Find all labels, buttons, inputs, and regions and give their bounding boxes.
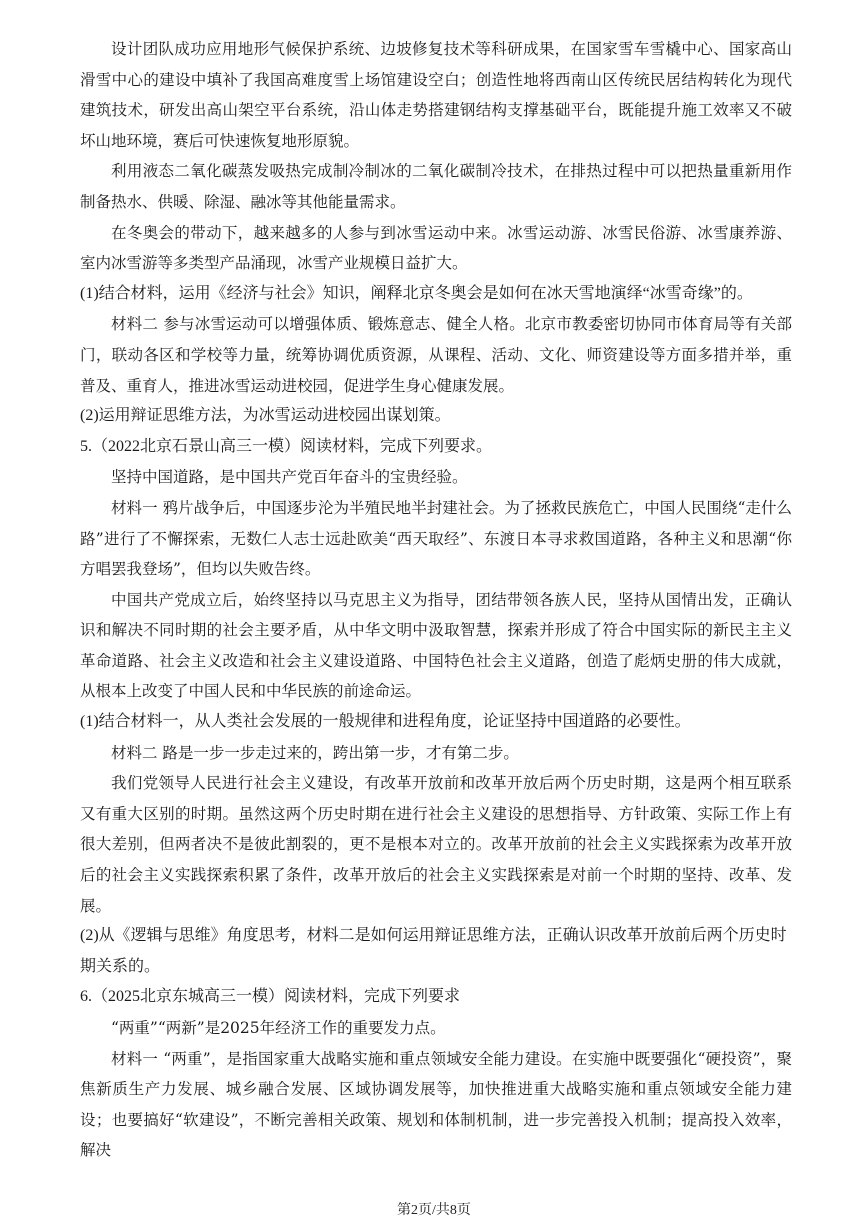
page-number: 第2页/共8页: [397, 1203, 471, 1218]
question-5-1: (1)结合材料一，从人类社会发展的一般规律和进程角度，论证坚持中国道路的必要性。: [80, 713, 691, 731]
material-two: 材料二 路是一步一步走过来的，跨出第一步，才有第二步。: [111, 743, 519, 762]
material-one: 材料一 鸦片战争后，中国逐步沦为半殖民地半封建社会。为了拯救民族危亡，中国人民围绕“走什么路”进行了不懈探索，无数仁人志士远赴欧美“西天取经”、东渡日本寻求救国道路，各种主义和思潮“你方唱罢我登场”，但均以失败告终。: [80, 498, 792, 579]
question-4-1: (1)结合材料，运用《经济与社会》知识，阐释北京冬奥会是如何在冰天雪地演绎“冰雪奇缘”的。: [80, 284, 753, 302]
paragraph: 坚持中国道路，是中国共产党百年奋斗的宝贵经验。: [111, 468, 468, 487]
question-5-2: (2)从《逻辑与思维》角度思考，材料二是如何运用辩证思维方法，正确认识改革开放前后两个历史时期关系的。: [80, 927, 787, 975]
material-one: 材料一 “两重”，是指国家重大战略实施和重点领域安全能力建设。在实施中既要强化“硬投资”，聚焦新质生产力发展、城乡融合发展、区域协调发展等，加快推进重大战略实施和重点领域安全能力建设；也要搞好“软建设”，不断完善相关政策、规划和体制机制，进一步完善投入机制；提高投入效率，解决: [80, 1049, 792, 1160]
document-page: [80, 34, 792, 1166]
paragraph: 设计团队成功应用地形气候保护系统、边坡修复技术等科研成果，在国家雪车雪橇中心、国家高山滑雪中心的建设中填补了我国高难度雪上场馆建设空白；创造性地将西南山区传统民居结构转化为现代建筑技术，研发出高山架空平台系统，沿山体走势搭建钢结构支撑基础平台，既能提升施工效率又不破坏山地环境，赛后可快速恢复地形原貌。: [80, 40, 792, 150]
question-6-heading: 6.（2025北京东城高三一模）阅读材料，完成下列要求: [80, 988, 461, 1006]
question-5-heading: 5.（2022北京石景山高三一模）阅读材料，完成下列要求。: [80, 437, 493, 455]
paragraph: “两重”“两新”是2025年经济工作的重要发力点。: [111, 1019, 446, 1037]
material-two: 材料二 参与冰雪运动可以增强体质、锻炼意志、健全人格。北京市教委密切协同市体育局等有关部门，联动各区和学校等力量，统筹协调优质资源，从课程、活动、文化、师资建设等方面多措并举，重普及、重育人，推进冰雪运动进校园，促进学生身心健康发展。: [80, 315, 792, 395]
paragraph: 在冬奥会的带动下，越来越多的人参与到冰雪运动中来。冰雪运动游、冰雪民俗游、冰雪康养游、室内冰雪游等多类型产品涌现，冰雪产业规模日益扩大。: [80, 223, 792, 273]
question-4-2: (2)运用辩证思维方法，为冰雪运动进校园出谋划策。: [80, 407, 451, 425]
paragraph: 利用液态二氧化碳蒸发吸热完成制冷制冰的二氧化碳制冷技术，在排热过程中可以把热量重新用作制备热水、供暖、除湿、融冰等其他能量需求。: [80, 162, 792, 211]
paragraph: 中国共产党成立后，始终坚持以马克思主义为指导，团结带领各族人民，坚持从国情出发，正确认识和解决不同时期的社会主要矛盾，从中华文明中汲取智慧，探索并形成了符合中国实际的新民主主义革命道路、社会主义改造和社会主义建设道路、中国特色社会主义道路，创造了彪炳史册的伟大成就，从根本上改变了中国人民和中华民族的前途命运。: [80, 590, 792, 701]
paragraph: 我们党领导人民进行社会主义建设，有改革开放前和改革开放后两个历史时期，这是两个相互联系又有重大区别的时期。虽然这两个历史时期在进行社会主义建设的思想指导、方针政策、实际工作上有很大差别，但两者决不是彼此割裂的，更不是根本对立的。改革开放前的社会主义实践探索为改革开放后的社会主义实践探索积累了条件，改革开放后的社会主义实践探索是对前一个时期的坚持、改革、发展。: [80, 774, 792, 915]
